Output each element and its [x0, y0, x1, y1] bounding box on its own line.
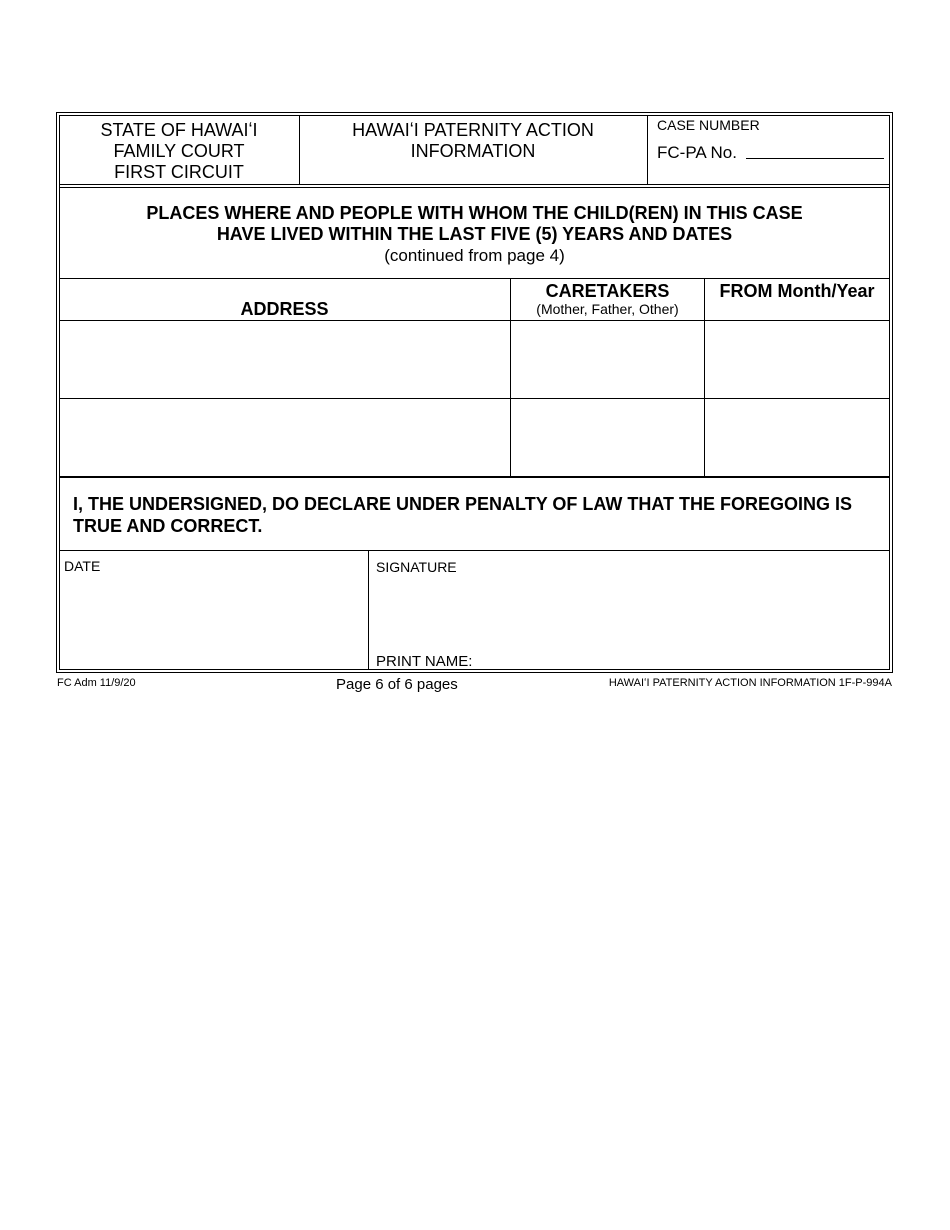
form-title	[300, 120, 646, 162]
declaration-line-2: TRUE AND CORRECT.	[73, 516, 263, 536]
from-cell-2[interactable]	[705, 399, 889, 476]
date-field[interactable]	[60, 551, 367, 669]
form-title-line-2: INFORMATION	[410, 141, 536, 161]
col-header-caretakers-sub: (Mother, Father, Other)	[536, 301, 679, 317]
footer-form-code: FC Adm 11/9/20	[57, 677, 136, 689]
date-label: DATE	[64, 558, 101, 574]
case-number-prefix: FC-PA No.	[657, 143, 737, 162]
col-header-from: FROM Month/Year	[719, 281, 875, 301]
court-line-2: FAMILY COURT	[113, 141, 245, 161]
case-number-label: CASE NUMBER	[657, 117, 760, 133]
section-title-line-2: HAVE LIVED WITHIN THE LAST FIVE (5) YEARS AND DATES	[216, 224, 733, 244]
signature-field[interactable]	[369, 578, 889, 650]
col-header-address: ADDRESS	[240, 299, 329, 319]
address-cell-2[interactable]	[60, 399, 510, 476]
from-cell-1[interactable]	[705, 321, 889, 398]
footer-form-id: HAWAIʻI PATERNITY ACTION INFORMATION 1F-P-994A	[608, 677, 892, 689]
caretakers-cell-2[interactable]	[511, 399, 704, 476]
col-header-caretakers: CARETAKERS	[545, 281, 670, 301]
declaration-line-1: I, THE UNDERSIGNED, DO DECLARE UNDER PENALTY OF LAW THAT THE FOREGOING IS	[73, 494, 853, 514]
court-name	[60, 120, 298, 183]
court-line-3: FIRST CIRCUIT	[114, 162, 244, 182]
print-name-label: PRINT NAME:	[376, 653, 473, 670]
section-subtitle: (continued from page 4)	[384, 246, 565, 265]
footer-page-info: Page 6 of 6 pages	[336, 676, 458, 693]
caretakers-cell-1[interactable]	[511, 321, 704, 398]
case-number-field[interactable]	[746, 158, 884, 159]
form-title-line-1: HAWAIʻI PATERNITY ACTION	[352, 120, 594, 140]
court-line-1: STATE OF HAWAIʻI	[100, 120, 258, 140]
signature-label: SIGNATURE	[376, 559, 457, 575]
address-cell-1[interactable]	[60, 321, 510, 398]
section-title-line-1: PLACES WHERE AND PEOPLE WITH WHOM THE CHILD(REN) IN THIS CASE	[146, 203, 803, 223]
